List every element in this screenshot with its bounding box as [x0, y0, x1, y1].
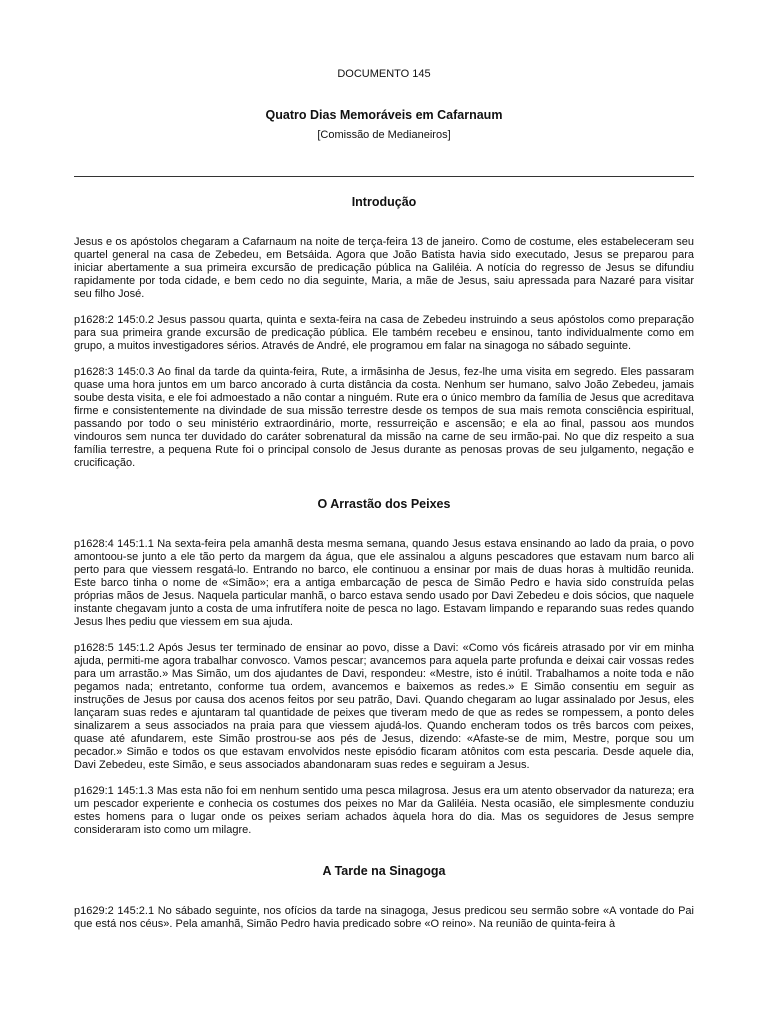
paragraph: p1629:1 145:1.3 Mas esta não foi em nenhum sentido uma pesca milagrosa. Jesus era um atento observador da natureza; era um pescador experiente e conhecia os costumes dos peixes no Mar da Galiléia. Nesta ocasião, ele simplesmente conduziu estes homens para o lugar onde os peixes seriam achados àquela hora do dia. Mas os seguidores de Jesus sempre consideraram isto como um milagre. [74, 785, 694, 836]
paragraph: p1628:4 145:1.1 Na sexta-feira pela amanhã desta mesma semana, quando Jesus estava ensinando ao lado da praia, o povo amontoou-se junto a ele tão perto da margem da água, que ele assinalou a alguns pescadores que estavam num barco ali perto para que viessem resgatá-lo. Entrando no barco, ele continuou a ensinar por mais de duas horas à multidão reunida. Este barco tinha o nome de «Simão»; era a antiga embarcação de pesca de Simão Pedro e havia sido construída pelas próprias mãos de Jesus. Naquela particular manhã, o barco estava sendo usado por Davi Zebedeu e dois sócios, que naquele instante chegavam junto a costa de uma infrutífera noite de pesca no lago. Estavam limpando e reparando suas redes quando Jesus lhes pediu que viessem em sua ajuda. [74, 538, 694, 628]
paragraph: p1628:2 145:0.2 Jesus passou quarta, quinta e sexta-feira na casa de Zebedeu instruindo a seus apóstolos como preparação para sua primeira grande excursão de predicação pública. Ele também recebeu e ensinou, tanto individualmente como em grupo, a muitos investigadores sérios. Através de André, ele programou em falar na sinagoga no sábado seguinte. [74, 314, 694, 352]
paragraph: p1629:2 145:2.1 No sábado seguinte, nos ofícios da tarde na sinagoga, Jesus predicou seu sermão sobre «A vontade do Pai que está nos céus». Pela amanhã, Simão Pedro havia predicado sobre «O reino». Na reunião de quinta-feira à [74, 905, 694, 930]
paragraph: Jesus e os apóstolos chegaram a Cafarnaum na noite de terça-feira 13 de janeiro. Como de costume, eles estabeleceram seu quartel general na casa de Zebedeu, em Betsáida. Agora que João Batista havia sido executado, Jesus se preparou para iniciar abertamente a sua primeira excursão de predicação pública na Galiléia. A notícia do regresso de Jesus se difundiu rapidamente por toda cidade, e bem cedo no dia seguinte, Maria, a mãe de Jesus, saiu apressada para Nazaré para visitar seu filho José. [74, 236, 694, 300]
paragraph: p1628:5 145:1.2 Após Jesus ter terminado de ensinar ao povo, disse a Davi: «Como vós ficáreis atrasado por vir em minha ajuda, permiti-me agora trabalhar convosco. Vamos pescar; avancemos para aquela parte profunda e deixai cair vossas redes para um arrastão.» Mas Simão, um dos ajudantes de Davi, respondeu: «Mestre, isto é inútil. Trabalhamos a noite toda e não pegamos nada; entretanto, conforme tua ordem, avancemos e baixemos as redes.» E Simão consentiu em seguir as instruções de Jesus por causa dos acenos feitos por seu patrão, Davi. Quando chegaram ao lugar assinalado por Jesus, eles lançaram suas redes e ajuntaram tal quantidade de peixes que tiveram medo de que as redes se rompessem, a ponto deles sinalizarem a seus associados na praia para que viessem ajudá-los. Quando encheram todos os três barcos com peixes, quase até afundarem, este Simão prostrou-se aos pés de Jesus, dizendo: «Afaste-se de mim, Mestre, porque sou um pecador.» Simão e todos os que estavam envolvidos neste episódio ficaram atônitos com esta pescaria. Desde aquele dia, Davi Zebedeu, este Simão, e seus associados abandonaram suas redes e seguiram a Jesus. [74, 642, 694, 771]
header-divider [74, 176, 694, 177]
paragraph: p1628:3 145:0.3 Ao final da tarde da quinta-feira, Rute, a irmãsinha de Jesus, fez-lhe uma visita em segredo. Eles passaram quase uma hora juntos em um barco ancorado à curta distância da costa. Nenhum ser humano, salvo João Zebedeu, jamais soube desta visita, e ele foi admoestado a não contar a ninguém. Rute era o único membro da família de Jesus que acreditava firme e consistentemente na divindade de sua missão terrestre desde os tempos de sua mais remota consciência espiritual, passando por todo o seu ministério extraordinário, morte, ressurreição e ascensão; e ela ao final, passou aos mundos vindouros sem nunca ter duvidado do caráter sobrenatural da missão na carne de seu irmão-pai. No que diz respeito a sua família terrestre, a pequena Rute foi o principal consolo de Jesus durante as penosas provas de seu julgamento, negação e crucificação. [74, 366, 694, 469]
section-heading-introducao: Introdução [351, 195, 417, 209]
document-title: Quatro Dias Memoráveis em Cafarnaum [265, 108, 503, 122]
section-heading-sinagoga: A Tarde na Sinagoga [322, 864, 446, 878]
document-subtitle: [Comissão de Medianeiros] [317, 129, 451, 141]
document-number: DOCUMENTO 145 [337, 68, 431, 80]
document-body [74, 195, 694, 931]
section-heading-arrastao: O Arrastão dos Peixes [317, 497, 451, 511]
